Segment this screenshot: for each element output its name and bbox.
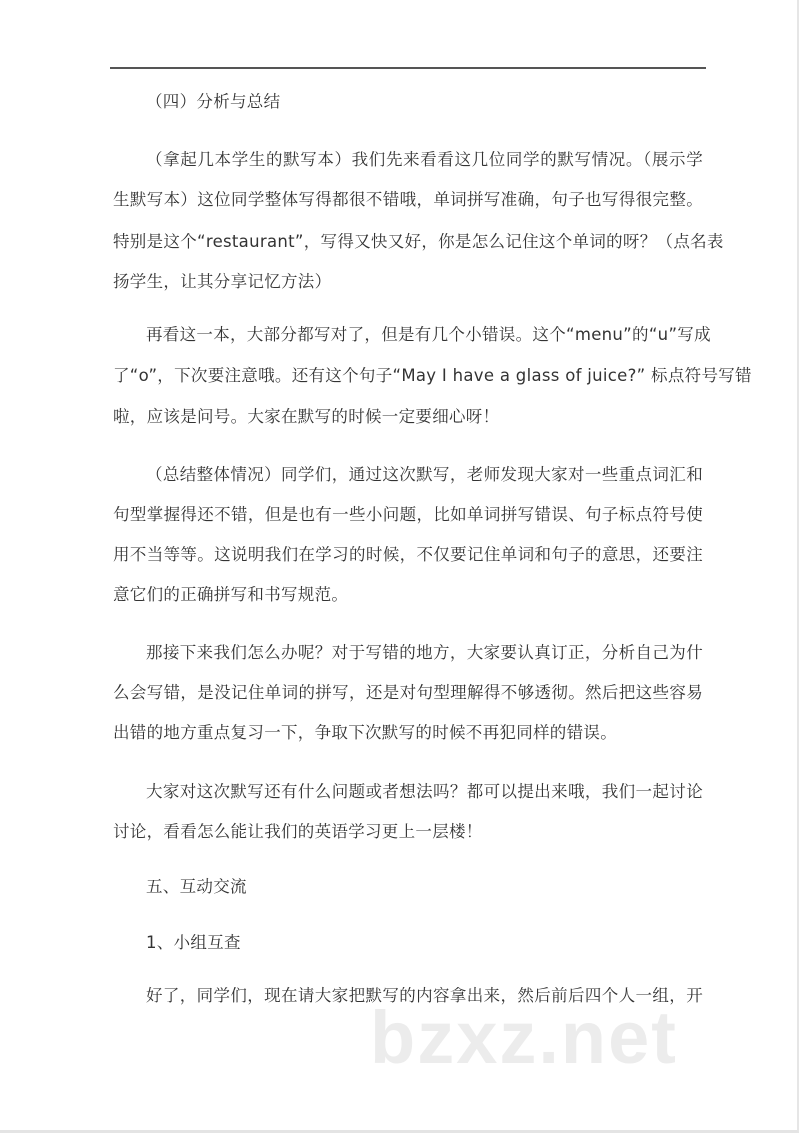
section-heading: 五、互动交流 [146,877,247,896]
paragraph-line: 再看这一本，大部分都写对了，但是有几个小错误。这个“menu”的“u”写成 [146,325,711,344]
paragraph-line: 意它们的正确拼写和书写规范。 [113,585,349,604]
paragraph-line: 用不当等等。这说明我们在学习的时候，不仅要记住单词和句子的意思，还要注 [113,545,703,564]
paragraph-line: 么会写错，是没记住单词的拼写，还是对句型理解得不够透彻。然后把这些容易 [113,683,703,702]
paragraph-line: 扬学生，让其分享记忆方法） [113,272,332,291]
paragraph-line: 好了，同学们，现在请大家把默写的内容拿出来，然后前后四个人一组，开 [146,986,703,1005]
header-rule [110,67,706,69]
paragraph-line: 生默写本）这位同学整体写得都很不错哦，单词拼写准确，句子也写得很完整。 [113,190,703,209]
paragraph-line: 那接下来我们怎么办呢？对于写错的地方，大家要认真订正，分析自己为什 [146,643,703,662]
paragraph-line: 了“o”，下次要注意哦。还有这个句子“May I have a glass of juice?” 标点符号写错 [113,366,752,385]
paragraph-line: 啦，应该是问号。大家在默写的时候一定要细心呀！ [113,407,500,426]
paragraph-line: 讨论，看看怎么能让我们的英语学习更上一层楼！ [113,822,483,841]
section-heading: （四）分析与总结 [146,92,281,111]
paragraph-line: 特别是这个“restaurant”，写得又快又好，你是怎么记住这个单词的呀？（点名表 [113,232,724,251]
paragraph-line: （拿起几本学生的默写本）我们先来看看这几位同学的默写情况。（展示学 [146,150,703,169]
watermark: bzxz.net [370,996,678,1079]
paragraph-line: 出错的地方重点复习一下，争取下次默写的时候不再犯同样的错误。 [113,723,617,742]
paragraph-line: （总结整体情况）同学们，通过这次默写，老师发现大家对一些重点词汇和 [146,465,703,484]
paragraph-line: 大家对这次默写还有什么问题或者想法吗？都可以提出来哦，我们一起讨论 [146,782,703,801]
subsection-heading: 1、小组互查 [146,933,241,952]
paragraph-line: 句型掌握得还不错，但是也有一些小问题，比如单词拼写错误、句子标点符号使 [113,505,703,524]
